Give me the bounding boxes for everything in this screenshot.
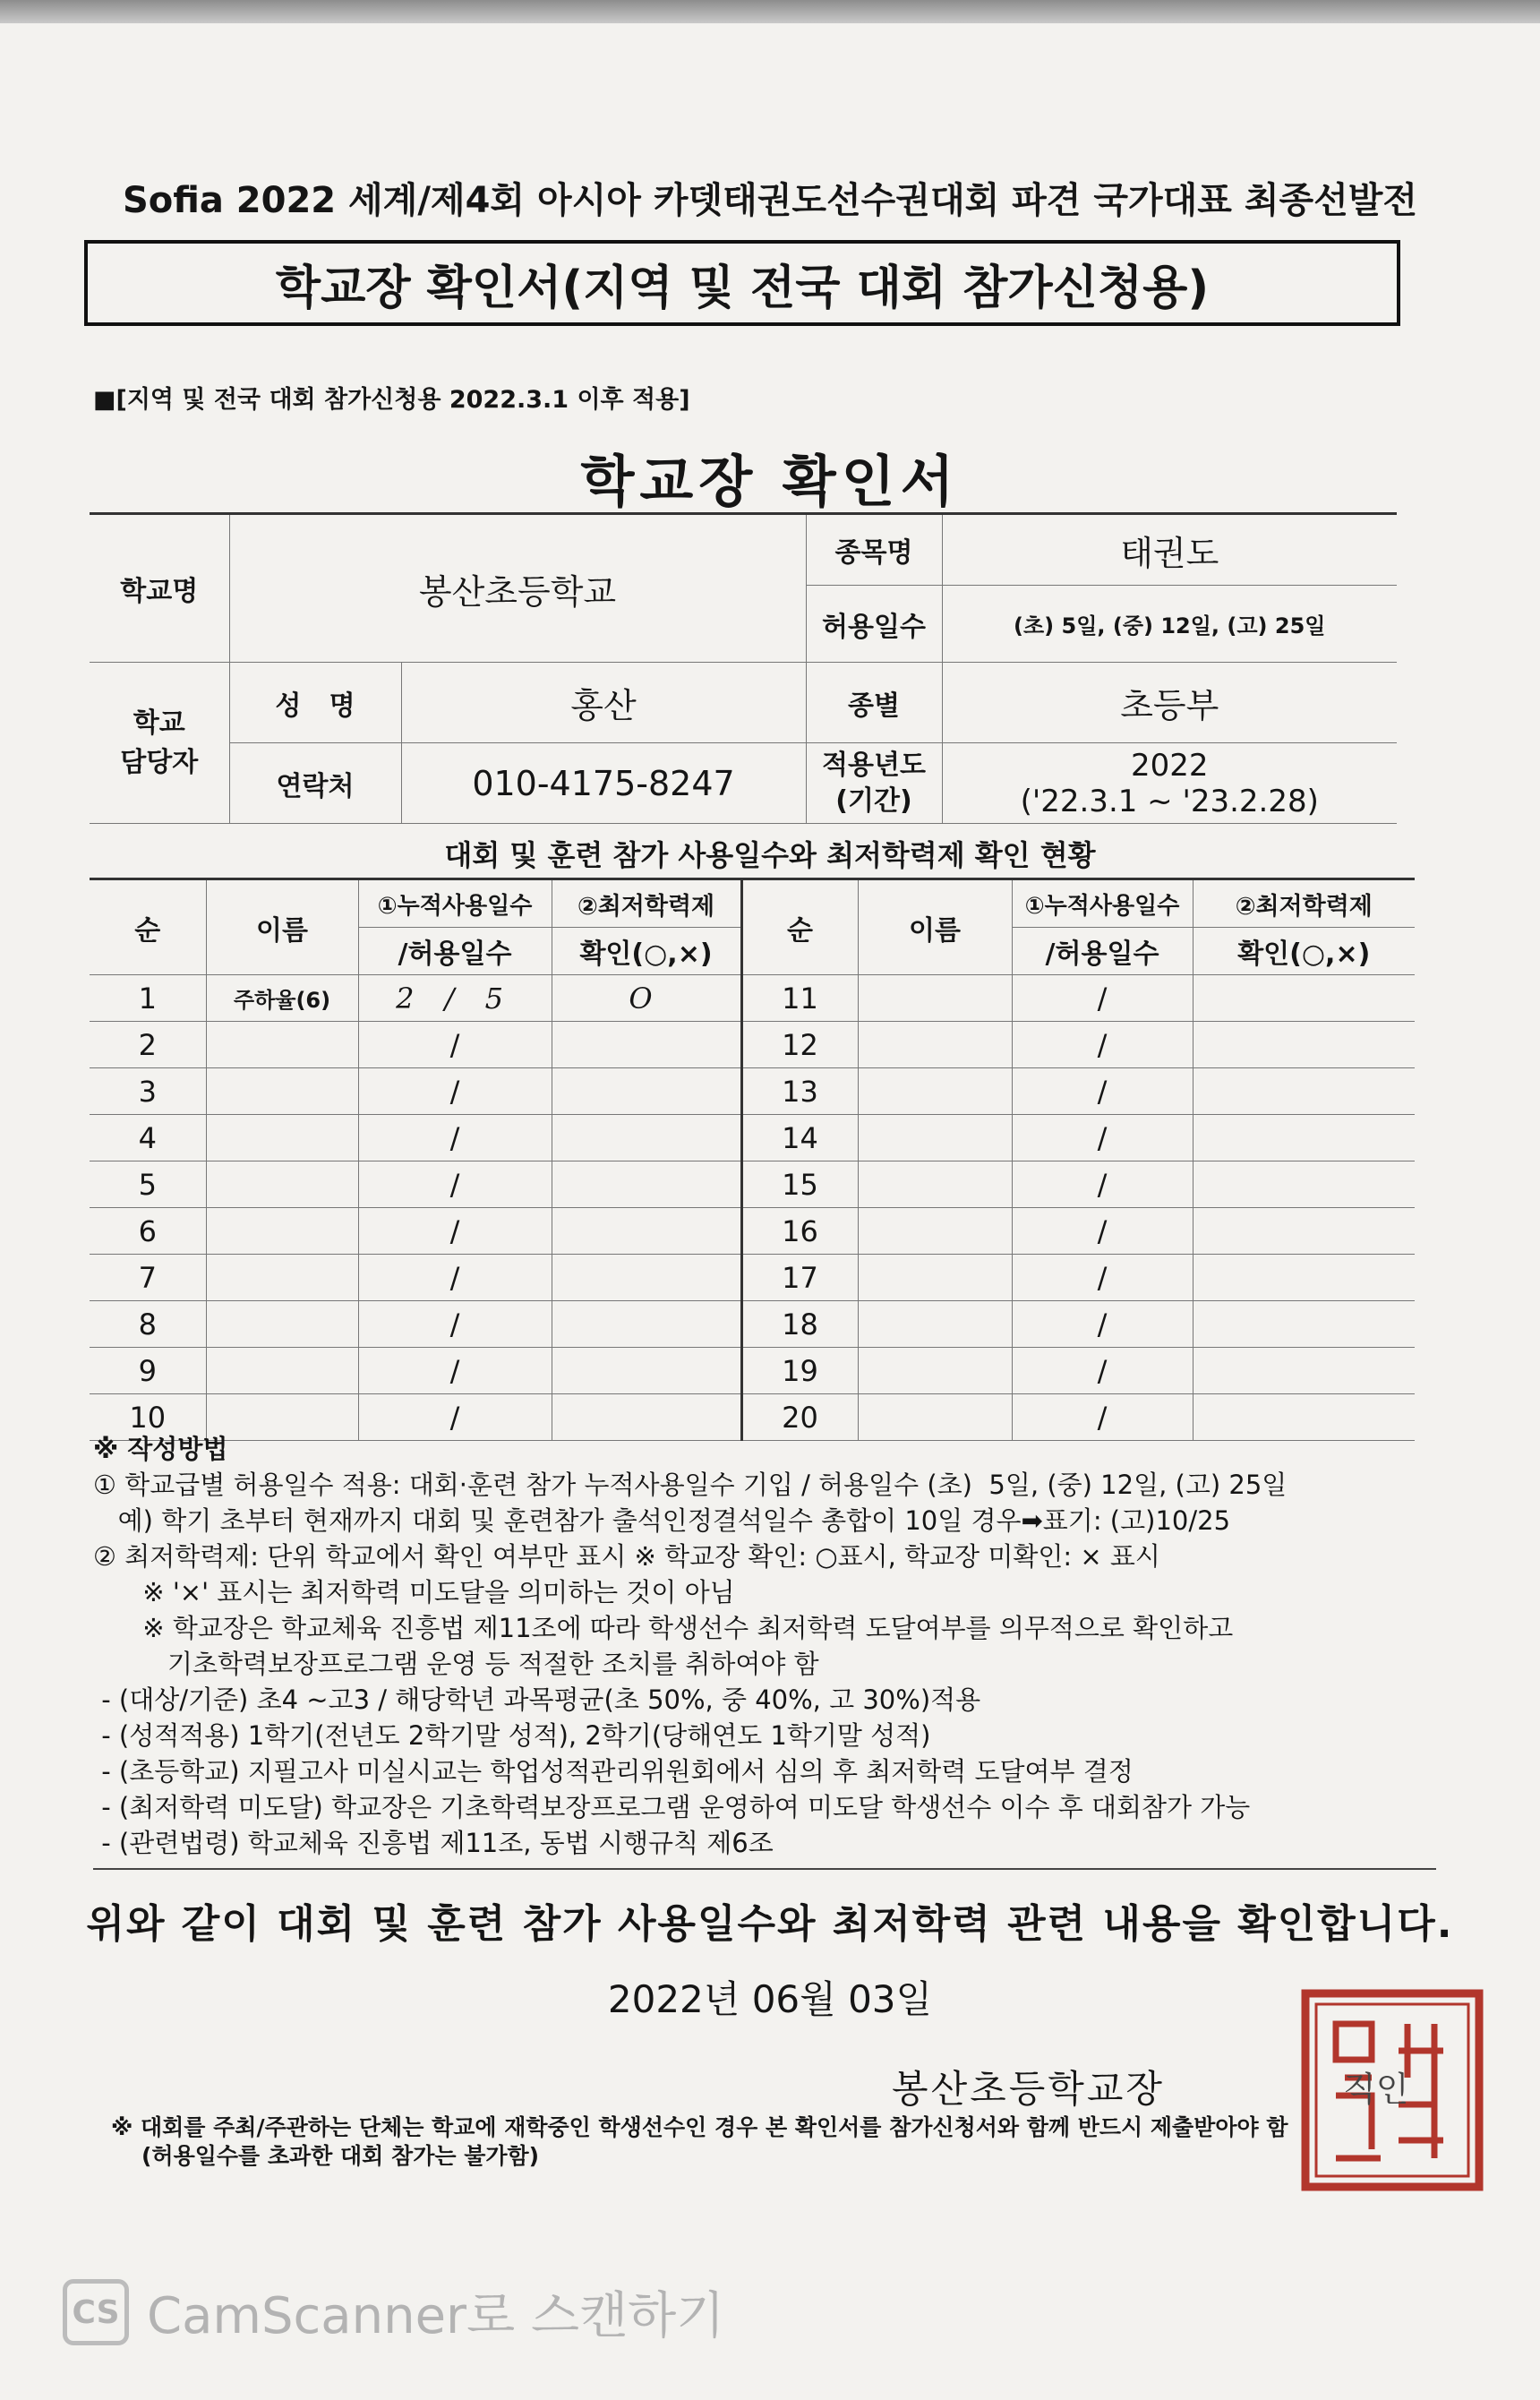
col-no-header-right: 순 <box>741 879 858 975</box>
row-number: 10 <box>90 1394 206 1441</box>
row-days: / <box>1012 1255 1193 1301</box>
row-days: / <box>1012 1161 1193 1208</box>
row-name <box>206 1348 358 1394</box>
row-days: / <box>358 1115 552 1161</box>
footnote <box>111 2113 1436 2171</box>
row-check <box>1193 1208 1415 1255</box>
row-check <box>1193 1022 1415 1068</box>
row-name <box>206 1115 358 1161</box>
col-days-header-right <box>1012 879 1193 928</box>
issue-date: 2022년 06월 03일 <box>607 1977 933 2021</box>
row-name <box>858 1161 1012 1208</box>
row-days: 2 / 5 <box>358 975 552 1022</box>
year-value <box>942 743 1397 824</box>
row-name <box>858 1208 1012 1255</box>
table-row <box>90 1255 1415 1301</box>
row-number: 2 <box>90 1022 206 1068</box>
row-number: 16 <box>741 1208 858 1255</box>
document-title: 학교장 확인서(지역 및 전국 대회 참가신청용) <box>84 240 1400 326</box>
row-name <box>858 1068 1012 1115</box>
manager-name-label: 성 명 <box>229 663 401 743</box>
row-number: 20 <box>741 1394 858 1441</box>
row-days: / <box>358 1161 552 1208</box>
table-row <box>90 1301 1415 1348</box>
col-check-header-1: ②최저학력제 <box>577 892 715 921</box>
instruction-line: - (성적적용) 1학기(전년도 2학기말 성적), 2학기(당해연도 1학기말 성적) <box>93 1720 931 1751</box>
table-row <box>90 975 1415 1022</box>
row-number: 17 <box>741 1255 858 1301</box>
row-check: O <box>552 975 741 1022</box>
row-name <box>858 975 1012 1022</box>
row-number: 1 <box>90 975 206 1022</box>
contact-label: 연락처 <box>229 743 401 824</box>
document-header: Sofia 2022 세계/제4회 아시아 카뎃태권도선수권대회 파견 국가대표 최종선발전 <box>122 180 1418 221</box>
row-days: / <box>358 1068 552 1115</box>
row-number: 19 <box>741 1348 858 1394</box>
row-name <box>206 1301 358 1348</box>
row-days: / <box>1012 975 1193 1022</box>
section-title: 대회 및 훈련 참가 사용일수와 최저학력제 확인 현황 <box>444 838 1096 872</box>
row-number: 15 <box>741 1161 858 1208</box>
row-check <box>552 1022 741 1068</box>
year-value-period: ('22.3.1 ~ '23.2.28) <box>1020 783 1319 819</box>
year-label: 적용년도 (기간) <box>806 743 942 824</box>
row-number: 18 <box>741 1301 858 1348</box>
instruction-line: ※ 학교장은 학교체육 진흥법 제11조에 따라 학생선수 최저학력 도달여부를 의무적으로 확인하고 <box>93 1613 1234 1643</box>
row-days: / <box>1012 1301 1193 1348</box>
row-days: / <box>358 1394 552 1441</box>
row-name <box>858 1115 1012 1161</box>
row-days: / <box>1012 1115 1193 1161</box>
col-name-header: 이름 <box>206 879 358 975</box>
row-number: 5 <box>90 1161 206 1208</box>
col-name-header-right: 이름 <box>858 879 1012 975</box>
col-check-header <box>552 879 741 928</box>
table-row <box>90 1161 1415 1208</box>
row-check <box>1193 1255 1415 1301</box>
row-days: / <box>358 1022 552 1068</box>
camscanner-text: CamScanner로 스캔하기 <box>147 2287 725 2345</box>
row-check <box>552 1161 741 1208</box>
category-value: 초등부 <box>942 663 1397 743</box>
col-check-header-right-1: ②최저학력제 <box>1235 892 1373 921</box>
instructions-lines <box>93 1467 1454 1861</box>
row-number: 11 <box>741 975 858 1022</box>
col-check-header-right-2: 확인(○,×) <box>1193 928 1415 975</box>
row-number: 4 <box>90 1115 206 1161</box>
table-row <box>90 1348 1415 1394</box>
col-check-header-right <box>1193 879 1415 928</box>
instruction-line: - (최저학력 미도달) 학교장은 기초학력보장프로그램 운영하여 미도달 학생선수 이수 후 대회참가 가능 <box>93 1792 1251 1822</box>
table-row <box>90 1115 1415 1161</box>
row-check <box>552 1208 741 1255</box>
seal-label: 직인 <box>1343 2070 1409 2109</box>
footnote-line-2: (허용일수를 초과한 대회 참가는 불가함) <box>141 2143 540 2169</box>
form-heading: 학교장 확인서 <box>580 449 960 514</box>
manager-label: 학교 담당자 <box>90 663 229 824</box>
instructions-title: ※ 작성방법 <box>93 1434 228 1464</box>
manager-name-value: 홍산 <box>401 663 806 743</box>
school-name-label: 학교명 <box>90 514 229 663</box>
col-days-header-2: /허용일수 <box>358 928 552 975</box>
application-note: ■[지역 및 전국 대회 참가신청용 2022.3.1 이후 적용] <box>93 386 690 414</box>
row-number: 6 <box>90 1208 206 1255</box>
col-days-header-right-2: /허용일수 <box>1012 928 1193 975</box>
divider <box>93 1868 1436 1870</box>
row-check <box>1193 1348 1415 1394</box>
table-row <box>90 1208 1415 1255</box>
col-no-header: 순 <box>90 879 206 975</box>
row-check <box>1193 975 1415 1022</box>
footnote-line-1: ※ 대회를 주최/주관하는 단체는 학교에 재학중인 학생선수인 경우 본 확인서를 참가신청서와 함께 반드시 제출받아야 함 <box>111 2114 1288 2140</box>
row-check <box>552 1115 741 1161</box>
row-number: 12 <box>741 1022 858 1068</box>
participation-table <box>90 878 1415 1441</box>
row-name <box>858 1301 1012 1348</box>
row-check <box>1193 1115 1415 1161</box>
row-days: / <box>358 1348 552 1394</box>
allowed-days-value: (초) 5일, (중) 12일, (고) 25일 <box>942 586 1397 663</box>
instructions <box>93 1431 1454 1870</box>
row-number: 13 <box>741 1068 858 1115</box>
contact-value: 010-4175-8247 <box>401 743 806 824</box>
row-days: / <box>1012 1068 1193 1115</box>
col-days-header-1: ①누적사용일수 <box>377 892 533 920</box>
row-number: 9 <box>90 1348 206 1394</box>
col-days-header-right-1: ①누적사용일수 <box>1024 892 1180 920</box>
row-days: / <box>358 1301 552 1348</box>
instruction-line: ② 최저학력제: 단위 학교에서 확인 여부만 표시 ※ 학교장 확인: ○표시, 학교장 미확인: × 표시 <box>93 1541 1160 1572</box>
row-check <box>552 1255 741 1301</box>
row-check <box>1193 1161 1415 1208</box>
row-number: 14 <box>741 1115 858 1161</box>
row-check <box>552 1301 741 1348</box>
row-name <box>206 1208 358 1255</box>
row-days: / <box>358 1208 552 1255</box>
row-name <box>858 1348 1012 1394</box>
instruction-line: 기초학력보장프로그램 운영 등 적절한 조치를 취하여야 함 <box>93 1649 819 1679</box>
row-check <box>552 1348 741 1394</box>
confirmation-statement: 위와 같이 대회 및 훈련 참가 사용일수와 최저학력 관련 내용을 확인합니다. <box>86 1901 1454 1947</box>
instruction-line: - (관련법령) 학교체육 진흥법 제11조, 동법 시행규칙 제6조 <box>93 1828 774 1858</box>
principal-signature: 봉산초등학교장 <box>892 2067 1166 2111</box>
instruction-line: - (초등학교) 지필고사 미실시교는 학업성적관리위원회에서 심의 후 최저학력 도달여부 결정 <box>93 1756 1134 1787</box>
row-check <box>552 1068 741 1115</box>
instruction-line: 예) 학기 초부터 현재까지 대회 및 훈련참가 출석인정결석일수 총합이 10일 경우➡표기: (고)10/25 <box>93 1505 1231 1536</box>
allowed-days-label: 허용일수 <box>806 586 942 663</box>
school-name-value: 봉산초등학교 <box>229 514 806 663</box>
row-name <box>206 1161 358 1208</box>
col-days-header <box>358 879 552 928</box>
row-days: / <box>1012 1394 1193 1441</box>
row-number: 7 <box>90 1255 206 1301</box>
sport-label: 종목명 <box>806 514 942 586</box>
category-label: 종별 <box>806 663 942 743</box>
row-name <box>206 1068 358 1115</box>
row-days: / <box>1012 1208 1193 1255</box>
row-number: 8 <box>90 1301 206 1348</box>
school-info-table <box>90 512 1397 824</box>
camscanner-watermark <box>63 2276 724 2348</box>
instruction-line: ※ '×' 표시는 최저학력 미도달을 의미하는 것이 아님 <box>93 1577 735 1607</box>
row-name <box>858 1255 1012 1301</box>
scan-top-band <box>0 0 1540 23</box>
table-row <box>90 1068 1415 1115</box>
table-row <box>90 1022 1415 1068</box>
row-days: / <box>358 1255 552 1301</box>
instruction-line: - (대상/기준) 초4 ~고3 / 해당학년 과목평균(초 50%, 중 40%, 고 30%)적용 <box>93 1684 981 1715</box>
row-name <box>206 1022 358 1068</box>
sport-value: 태권도 <box>942 514 1397 586</box>
row-check <box>1193 1301 1415 1348</box>
instruction-line: ① 학교급별 허용일수 적용: 대회·훈련 참가 누적사용일수 기입 / 허용일수 (초) 5일, (중) 12일, (고) 25일 <box>93 1470 1288 1500</box>
row-check <box>1193 1068 1415 1115</box>
row-number: 3 <box>90 1068 206 1115</box>
row-name <box>206 1255 358 1301</box>
row-name <box>858 1022 1012 1068</box>
camscanner-logo-icon: CS <box>63 2279 129 2345</box>
row-name: 주하율(6) <box>206 975 358 1022</box>
col-check-header-2: 확인(○,×) <box>552 928 741 975</box>
year-value-year: 2022 <box>1130 747 1209 784</box>
row-days: / <box>1012 1022 1193 1068</box>
row-days: / <box>1012 1348 1193 1394</box>
